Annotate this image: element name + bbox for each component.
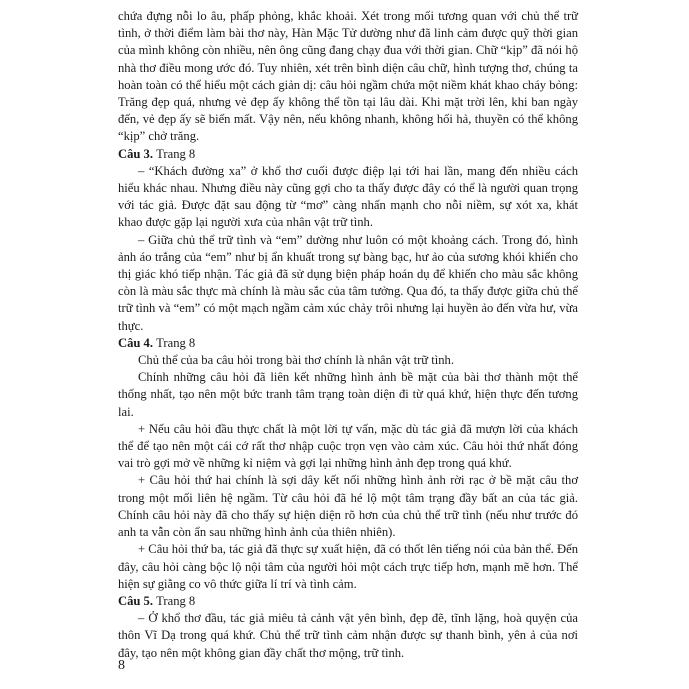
question-5-heading <box>118 593 578 610</box>
question-4-paragraph-5: + Câu hỏi thứ ba, tác giả đã thực sự xuất hiện, đã có thốt lên tiếng nói của bản thể. Đến đây, câu hỏi càng bộc lộ nội tâm của người hỏi một cách trực tiếp hơn, mạnh mẽ hơn. Thể hiện sự giằng co vô thức giữa lí trí và tình cảm. <box>118 542 578 591</box>
question-5-page-ref: Trang 8 <box>156 593 196 608</box>
question-4-page-ref: Trang 8 <box>156 335 196 350</box>
question-3-page-ref: Trang 8 <box>156 146 196 161</box>
question-4-paragraph-4: + Câu hỏi thứ hai chính là sợi dây kết nối những hình ảnh rời rạc ở bề mặt câu thơ trong một mối liên hệ ngầm. Từ câu hỏi đã hé lộ một tâm trạng đầy bất an của tác giả. Chính câu hỏi này đã cho thấy sự hiện diện rõ hơn của chủ thể trữ tình (nếu như trước đó anh ta vẫn còn ẩn sau những hình ảnh của thiên nhiên). <box>118 473 578 540</box>
question-5-label: Câu 5. <box>118 593 153 608</box>
question-4-paragraph-2: Chính những câu hỏi đã liên kết những hình ảnh bề mặt của bài thơ thành một thể thống nhất, tạo nên một bức tranh tâm trạng toàn diện đi từ quá khứ, hiện thực đến tương lai. <box>118 370 578 419</box>
question-4-paragraph-3: + Nếu câu hỏi đầu thực chất là một lời tự vấn, mặc dù tác giả đã mượn lời của khách thể để tạo nên một cái cớ rất thơ nhập cuộc trọn vẹn vào cảm xúc. Câu hỏi thứ nhất đóng vai trò gợi mở về những kỉ niệm và gợi lại những hình ảnh đẹp trong quá khứ. <box>118 421 578 471</box>
question-3-label: Câu 3. <box>118 146 153 161</box>
question-4-paragraph-1: Chủ thể của ba câu hỏi trong bài thơ chính là nhân vật trữ tình. <box>138 353 455 368</box>
intro-paragraph: chứa đựng nỗi lo âu, phấp phỏng, khắc khoải. Xét trong mối tương quan với chủ thể trữ tình, ở thời điểm làm bài thơ này, Hàn Mặc Tử dường như đã linh cảm được quỹ thời gian của mình không còn nhiều, nên ông cũng đang chạy đua với thời gian. Chữ “kịp” đã nói hộ nhà thơ điều mong ước đó. Tuy nhiên, xét trên bình diện câu chữ, hình tượng thơ, chúng ta hoàn toàn có thể hiểu một cách giản dị: câu hỏi ngầm chứa một niềm khát khao cháy bỏng: Trăng đẹp quá, nhưng vẻ đẹp ấy không thể tồn tại lâu dài. Khi mặt trời lên, khi ban ngày đến, vẻ đẹp ấy sẽ biến mất. Vậy nên, nếu không nhanh, không hối hả, thuyền có thể không “kịp” chở trăng. <box>118 9 578 144</box>
document-page <box>118 8 578 662</box>
question-3-paragraph-2: – Giữa chủ thể trữ tình và “em” dường như luôn có một khoảng cách. Trong đó, hình ảnh áo trắng của “em” như bị ẩn khuất trong sự bàng bạc, hư ảo của sương khói khiến cho thị giác khó tiếp nhận. Tác giả đã sử dụng biện pháp hoán dụ để khiến cho màu sắc không còn là màu sắc thực mà chính là màu sắc của tâm tưởng. Qua đó, ta thấy được giữa chủ thể trữ tình và “em” có một mạch ngầm cảm xúc chảy trôi nhưng lại huyền ảo đến vừa hư, vừa thực. <box>118 232 578 333</box>
page-number: 8 <box>118 658 125 673</box>
question-5-paragraph-1: – Ở khổ thơ đầu, tác giả miêu tả cảnh vật yên bình, đẹp đẽ, tĩnh lặng, hoà quyện của thôn Vĩ Dạ trong quá khứ. Chủ thể trữ tình cảm nhận được sự thanh bình, yên ả của nơi đây, tạo nên một không gian đầy chất thơ mộng, trữ tình. <box>118 611 578 660</box>
question-3-paragraph-1: – “Khách đường xa” ở khổ thơ cuối được điệp lại tới hai lần, mang đến nhiều cách hiểu khác nhau. Nhưng điều này cũng gợi cho ta thấy được đây có thể là người quan trọng với tác giả. Được đặt sau động từ “mơ” càng nhấn mạnh cho nỗi niềm, sự xót xa, khát khao được gặp lại người xưa của nhân vật trữ tình. <box>118 163 578 230</box>
question-3-heading <box>118 146 578 163</box>
question-4-heading <box>118 335 578 352</box>
question-4-label: Câu 4. <box>118 335 153 350</box>
